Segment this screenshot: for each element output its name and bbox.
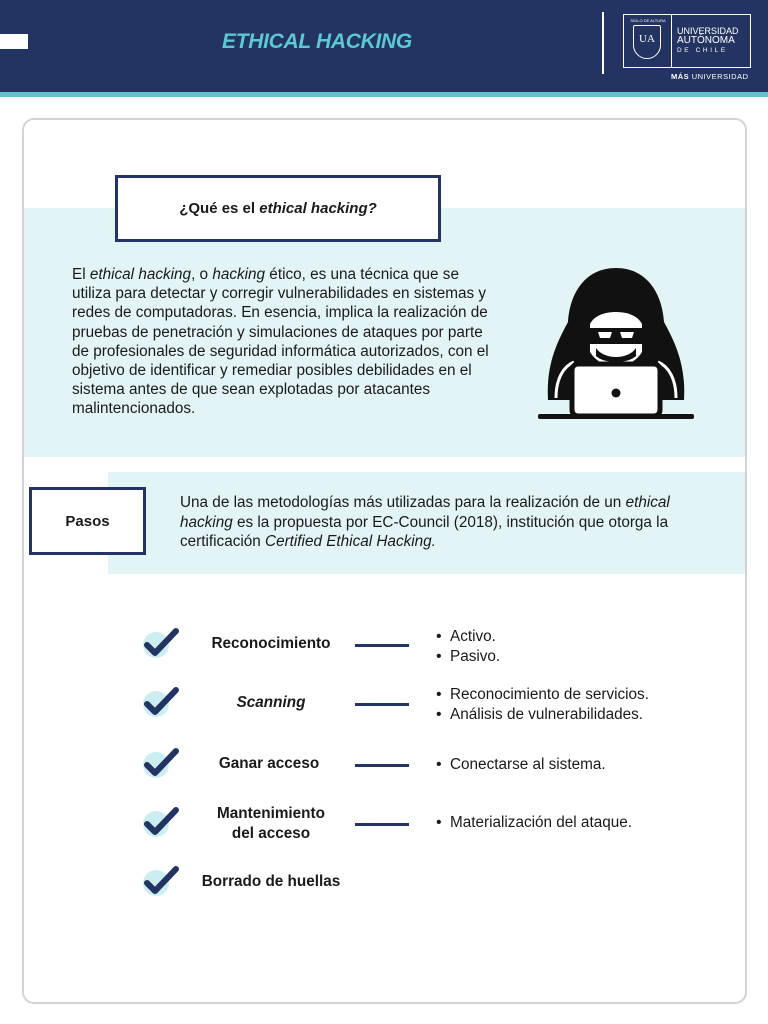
hacker-laptop-icon: [534, 266, 698, 424]
check-icon: [141, 746, 179, 780]
check-icon: [141, 864, 179, 898]
university-logo: [623, 14, 751, 68]
page-title: ETHICAL HACKING: [222, 30, 412, 53]
question-heading-italic: ethical hacking?: [259, 200, 377, 217]
step-bullets-ganar-acceso: [436, 755, 606, 775]
intro-italic-1: ethical hacking: [89, 266, 192, 283]
pasos-italic-2: Certified Ethical Hacking.: [265, 533, 436, 551]
list-item: • Activo.: [436, 627, 500, 647]
check-icon: [141, 626, 179, 660]
list-item: • Reconocimiento de servicios.: [436, 685, 649, 705]
header-tab-marker: [0, 34, 28, 49]
intro-text-3: ético, es una técnica que se utiliza para detectar y corregir vulnerabilidades en sistemas y redes de computadoras. En esencia, implica la realización de pruebas de penetración y simulaciones de ataques por parte de profesionales de seguridad informática autorizados, con el objetivo de identificar y remediar posibles debilidades en el sistema antes de que sean explotadas por atacantes malintencionados.: [72, 266, 489, 418]
step-connector: [355, 764, 409, 767]
logo-line-3: DE CHILE: [677, 47, 728, 54]
step-connector: [355, 644, 409, 647]
intro-paragraph: [72, 265, 490, 419]
step-label-scanning: Scanning: [236, 694, 306, 711]
intro-italic-2: hacking: [212, 266, 266, 283]
pasos-text-1: Una de las metodologías más utilizadas para la realización de un: [180, 494, 626, 511]
step-label-ganar-acceso: Ganar acceso: [218, 755, 320, 772]
step-label-borrado: Borrado de huellas: [201, 873, 341, 890]
pasos-heading: Pasos: [29, 487, 146, 555]
question-heading: [115, 175, 441, 242]
list-item: • Materialización del ataque.: [436, 813, 632, 833]
header-divider: [602, 12, 604, 74]
step-bullets-scanning: [436, 685, 649, 724]
tagline-rest: UNIVERSIDAD: [689, 72, 749, 81]
list-item: • Pasivo.: [436, 647, 500, 667]
list-item: • Análisis de vulnerabilidades.: [436, 705, 649, 725]
pasos-paragraph: [180, 493, 708, 552]
logo-tagline: [671, 72, 749, 81]
content-card: [22, 118, 747, 1004]
logo-divider: [671, 15, 672, 67]
logo-initials: UA: [639, 33, 655, 45]
logo-line-2: AUTÓNOMA: [677, 35, 735, 46]
intro-text-2: , o: [191, 266, 213, 283]
pasos-text-2: es la propuesta por EC-Council (2018), institución que otorga la certificación: [180, 513, 669, 551]
step-bullets-reconocimiento: [436, 627, 500, 666]
list-item: • Conectarse al sistema.: [436, 755, 606, 775]
header-accent-stripe: [0, 92, 768, 97]
intro-text-1: El: [72, 266, 90, 283]
step-label-reconocimiento: Reconocimiento: [211, 635, 331, 652]
step-connector: [355, 823, 409, 826]
check-icon: [141, 685, 179, 719]
logo-wordmark: [677, 27, 739, 55]
pasos-italic-1: ethical hacking: [180, 494, 670, 531]
step-connector: [355, 703, 409, 706]
page-header: [0, 0, 768, 92]
step-bullets-mantenimiento: [436, 813, 632, 833]
question-heading-plain: ¿Qué es el: [179, 200, 256, 217]
tagline-bold: MÁS: [671, 72, 690, 81]
check-icon: [141, 805, 179, 839]
logo-small-text: SIGLO DE ALTURA: [630, 18, 666, 23]
logo-line-1: UNIVERSIDAD: [677, 26, 739, 36]
step-label-mantenimiento: Mantenimiento del acceso: [217, 805, 325, 842]
